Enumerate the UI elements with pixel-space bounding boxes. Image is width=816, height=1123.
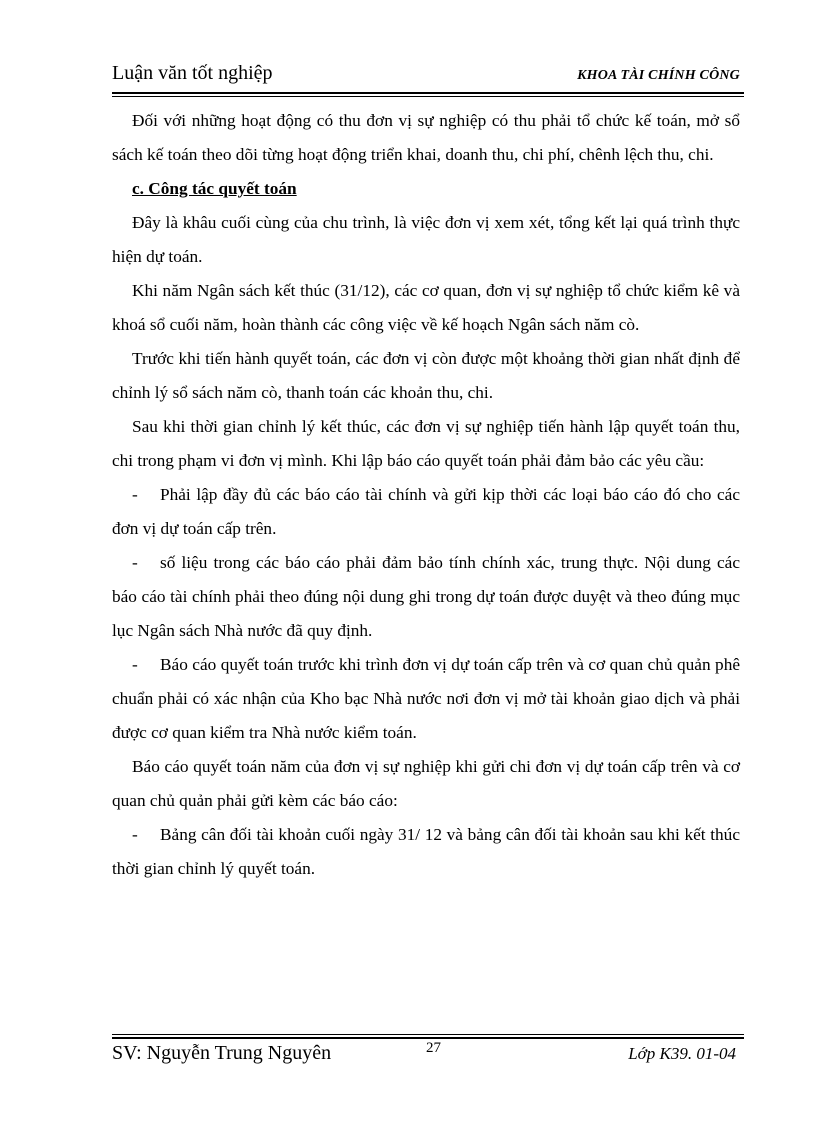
requirement-text: số liệu trong các báo cáo phải đảm bảo tính chính xác, trung thực. Nội dung các báo cáo tài chính phải theo đúng nội dung ghi trong dự toán được duyệt và theo đúng mục lục Ngân sách Nhà nước đã quy định. (112, 553, 740, 640)
bullet-dash: - (132, 655, 138, 674)
page-footer (112, 1040, 744, 1070)
department-name: KHOA TÀI CHÍNH CÔNG (577, 68, 740, 83)
student-name: SV: Nguyễn Trung Nguyên (112, 1042, 332, 1064)
requirement-text: Báo cáo quyết toán trước khi trình đơn vị dự toán cấp trên và cơ quan chủ quản phê chuẩn phải có xác nhận của Kho bạc Nhà nước nơi đơn vị mở tài khoản giao dịch và phải được cơ quan kiểm tra Nhà nước kiểm toán. (112, 655, 740, 742)
paragraph: Trước khi tiến hành quyết toán, các đơn vị còn được một khoảng thời gian nhất định để chỉnh lý sổ sách năm cò, thanh toán các khoản thu, chi. (112, 349, 740, 402)
page-header (112, 62, 744, 92)
attachment-text: Bảng cân đối tài khoản cuối ngày 31/ 12 và bảng cân đối tài khoản sau khi kết thúc thời gian chỉnh lý quyết toán. (112, 825, 740, 878)
paragraph: Đây là khâu cuối cùng của chu trình, là việc đơn vị xem xét, tổng kết lại quá trình thực hiện dự toán. (112, 213, 740, 266)
bullet-dash: - (132, 485, 138, 504)
bullet-dash: - (132, 825, 138, 844)
header-rule-thin (112, 96, 744, 97)
footer-rule-thick (112, 1037, 744, 1039)
page-number: 27 (426, 1040, 441, 1056)
thesis-title: Luận văn tốt nghiệp (112, 62, 273, 84)
paragraph: Khi năm Ngân sách kết thúc (31/12), các cơ quan, đơn vị sự nghiệp tổ chức kiểm kê và khoá sổ cuối năm, hoàn thành các công việc về kế hoạch Ngân sách năm cò. (112, 281, 740, 334)
bullet-dash: - (132, 553, 138, 572)
closing-paragraph: Báo cáo quyết toán năm của đơn vị sự nghiệp khi gửi chi đơn vị dự toán cấp trên và cơ quan chủ quản phải gửi kèm các báo cáo: (112, 757, 740, 810)
class-code: Lớp K39. 01-04 (628, 1044, 736, 1063)
intro-paragraph: Đối với những hoạt động có thu đơn vị sự nghiệp có thu phải tổ chức kế toán, mở sổ sách kế toán theo dõi từng hoạt động triển khai, doanh thu, chi phí, chênh lệch thu, chi. (112, 111, 740, 164)
attachment-item (112, 818, 740, 886)
header-rule-thick (112, 92, 744, 94)
requirement-item (112, 546, 740, 648)
section-heading: c. Công tác quyết toán (132, 179, 297, 198)
document-body (112, 104, 740, 886)
footer-rule-thin (112, 1034, 744, 1035)
paragraph: Sau khi thời gian chỉnh lý kết thúc, các đơn vị sự nghiệp tiến hành lập quyết toán thu, chi trong phạm vi đơn vị mình. Khi lập báo cáo quyết toán phải đảm bảo các yêu cầu: (112, 417, 740, 470)
requirement-item (112, 648, 740, 750)
requirement-text: Phải lập đầy đủ các báo cáo tài chính và gửi kịp thời các loại báo cáo đó cho các đơn vị dự toán cấp trên. (112, 485, 740, 538)
requirement-item (112, 478, 740, 546)
